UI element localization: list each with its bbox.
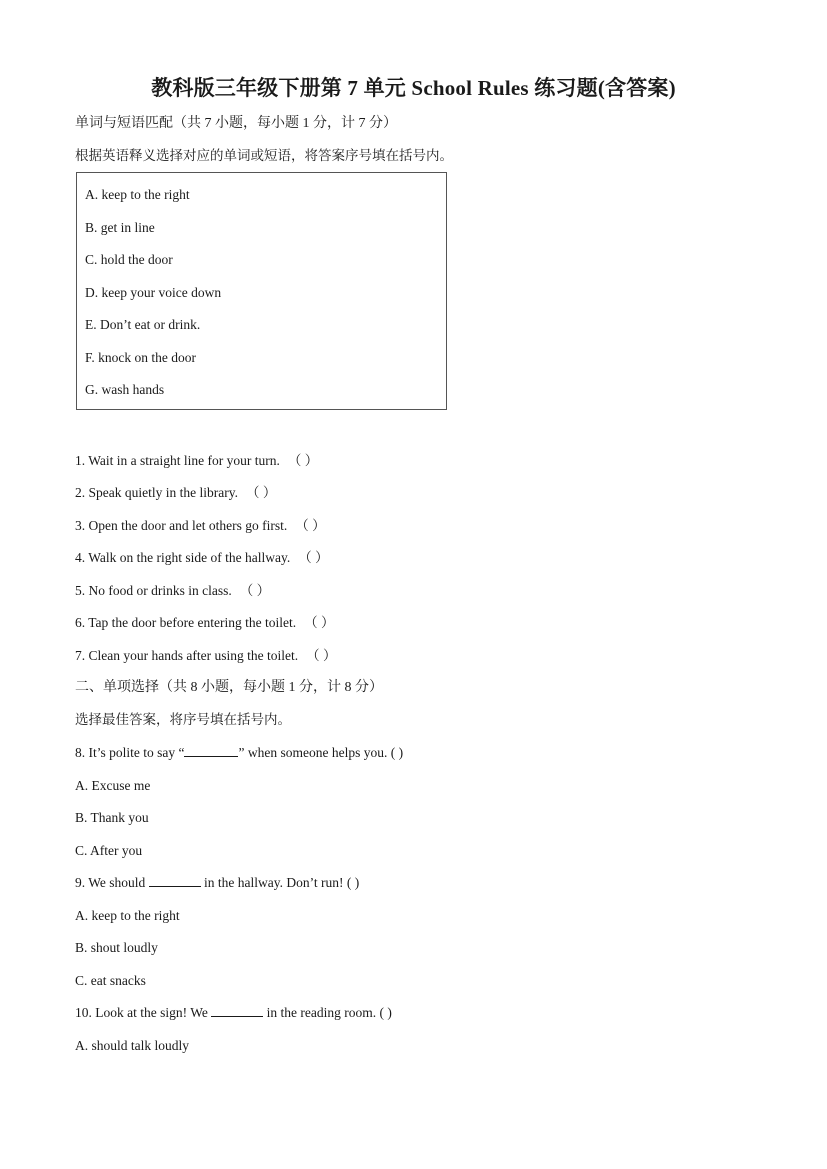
- option-d: D. keep your voice down: [85, 285, 222, 300]
- question-10-text-before: 10. Look at the sign! We: [75, 1005, 212, 1020]
- question-9-text-after: in the hallway. Don’t run! ( ): [200, 875, 360, 890]
- section1-heading: 单词与短语匹配（共 7 小题，每小题 1 分，计 7 分）: [75, 116, 397, 131]
- question-9: [75, 874, 359, 892]
- question-8-option-b: B. Thank you: [75, 810, 149, 825]
- option-b: B. get in line: [85, 220, 155, 235]
- options-box: [76, 172, 447, 410]
- answer-paren-5[interactable]: （ ）: [239, 583, 271, 598]
- question-10-text-after: in the reading room. ( ): [263, 1005, 392, 1020]
- section2-instruction: 选择最佳答案，将序号填在括号内。: [75, 712, 291, 727]
- question-2: [75, 484, 276, 502]
- question-10-blank[interactable]: [211, 1004, 263, 1017]
- question-7: [75, 647, 336, 665]
- answer-paren-3[interactable]: （ ）: [295, 518, 326, 533]
- option-f: F. knock on the door: [85, 350, 197, 365]
- question-8-text-after: ” when someone helps you. ( ): [238, 745, 404, 760]
- question-5: [75, 582, 270, 600]
- question-9-option-a: A. keep to the right: [75, 908, 180, 923]
- question-9-option-b: B. shout loudly: [75, 940, 158, 955]
- question-7-text: 7. Clean your hands after using the toilet.: [75, 648, 299, 663]
- question-8-option-c: C. After you: [75, 843, 143, 858]
- section2-heading: 二、单项选择（共 8 小题，每小题 1 分，计 8 分）: [75, 680, 383, 695]
- answer-paren-6[interactable]: （ ）: [304, 615, 335, 630]
- question-8-option-a: A. Excuse me: [75, 778, 151, 793]
- question-10-option-a: A. should talk loudly: [75, 1038, 189, 1053]
- question-5-text: 5. No food or drinks in class.: [75, 583, 232, 598]
- question-6-text: 6. Tap the door before entering the toilet.: [75, 615, 297, 630]
- question-2-text: 2. Speak quietly in the library.: [75, 485, 238, 500]
- option-a: A. keep to the right: [85, 187, 190, 202]
- answer-paren-1[interactable]: （ ）: [287, 453, 319, 468]
- question-3: [75, 517, 326, 535]
- question-1: [75, 452, 318, 470]
- section1-instruction: 根据英语释义选择对应的单词或短语，将答案序号填在括号内。: [75, 148, 453, 163]
- question-3-text: 3. Open the door and let others go first.: [75, 518, 288, 533]
- question-9-option-c: C. eat snacks: [75, 973, 146, 988]
- question-8: [75, 744, 403, 762]
- question-9-text-before: 9. We should: [75, 875, 149, 890]
- question-4-text: 4. Walk on the right side of the hallway.: [75, 550, 291, 565]
- question-1-text: 1. Wait in a straight line for your turn.: [75, 453, 280, 468]
- question-10: [75, 1004, 392, 1022]
- page-title: 教科版三年级下册第 7 单元 School Rules 练习题(含答案): [151, 76, 676, 100]
- option-g: G. wash hands: [85, 382, 165, 397]
- option-e: E. Don’t eat or drink.: [85, 317, 201, 332]
- question-6: [75, 614, 334, 632]
- answer-paren-2[interactable]: （ ）: [245, 485, 277, 500]
- question-9-blank[interactable]: [149, 874, 201, 887]
- question-8-blank[interactable]: [184, 744, 238, 757]
- option-c: C. hold the door: [85, 252, 173, 267]
- question-4: [75, 549, 329, 567]
- answer-paren-7[interactable]: （ ）: [306, 648, 337, 663]
- answer-paren-4[interactable]: （ ）: [298, 550, 329, 565]
- question-8-text-before: 8. It’s polite to say “: [75, 745, 185, 760]
